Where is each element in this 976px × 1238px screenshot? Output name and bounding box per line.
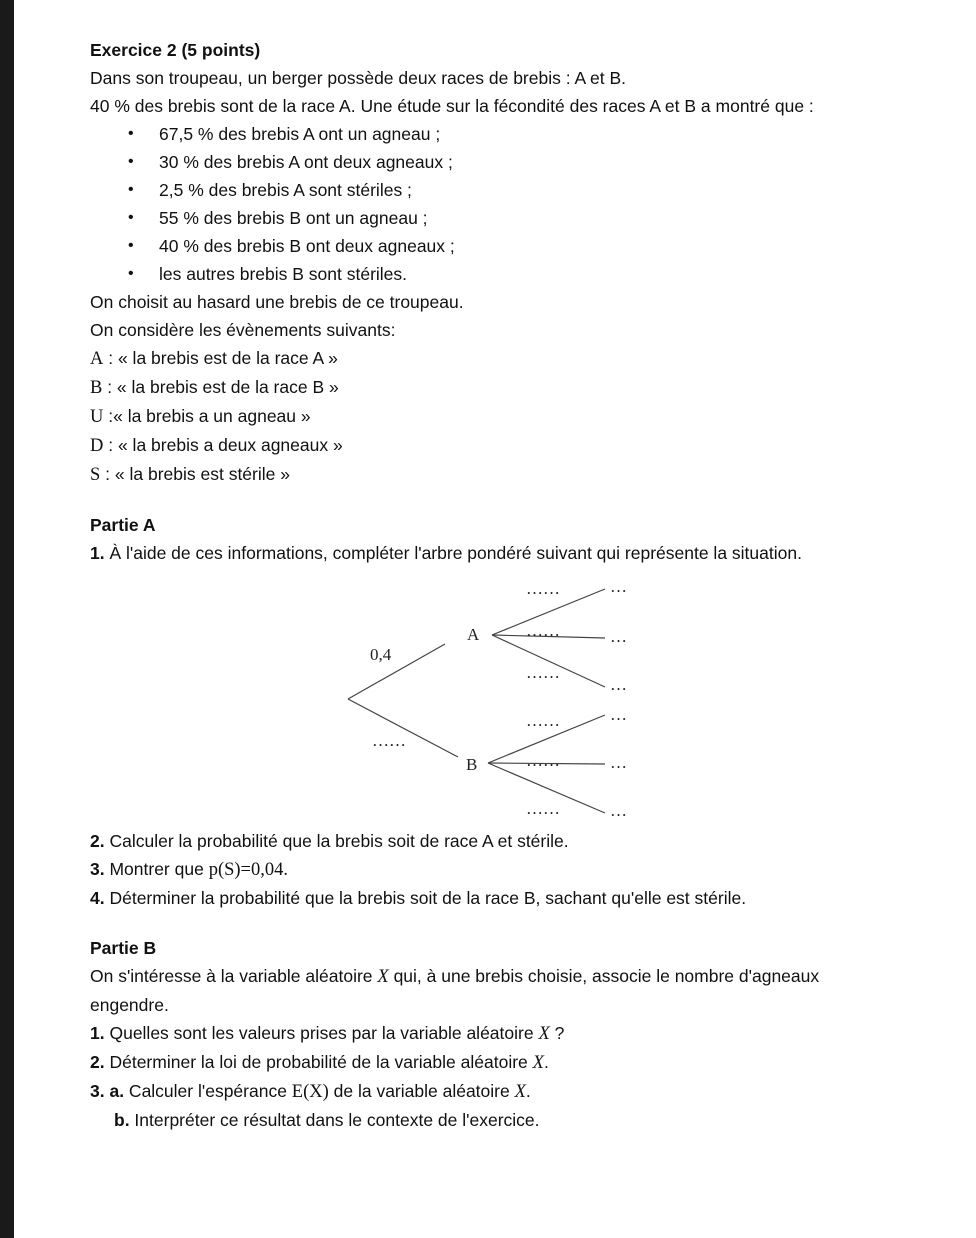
event-A — [90, 344, 976, 373]
question-text: Interpréter ce résultat dans le contexte de l'exercice. — [129, 1110, 540, 1130]
part-a-heading: Partie A — [90, 515, 156, 535]
part-a-q3 — [90, 855, 976, 884]
question-number: 3. — [90, 859, 105, 879]
event-key: A — [90, 349, 104, 369]
list-item: • les autres brebis B sont stériles. — [128, 260, 976, 288]
event-text: : « la brebis est de la race B » — [102, 377, 339, 397]
list-item: • 2,5 % des brebis A sont stériles ; — [128, 176, 976, 204]
part-b-q3a — [90, 1077, 976, 1106]
event-S — [90, 460, 976, 489]
weight-B-1: …… — [526, 711, 560, 730]
question-number: 2. — [90, 831, 105, 851]
list-item: • 67,5 % des brebis A ont un agneau ; — [128, 120, 976, 148]
event-key: S — [90, 465, 101, 485]
variable-x: X — [532, 1053, 544, 1073]
question-text: Quelles sont les valeurs prises par la variable aléatoire — [104, 1023, 539, 1043]
question-number: 2. — [90, 1052, 105, 1072]
question-text: ? — [549, 1023, 565, 1043]
part-b-q3b — [90, 1106, 976, 1134]
question-text: . — [525, 1081, 531, 1101]
question-number: 1. — [90, 543, 105, 563]
event-text: : « la brebis est stérile » — [100, 464, 290, 484]
node-B: B — [466, 755, 478, 774]
event-text: : « la brebis a deux agneaux » — [103, 435, 343, 455]
leaf-B-3: … — [610, 801, 627, 820]
variable-x: X — [514, 1082, 526, 1102]
leaf-B-2: … — [610, 753, 627, 772]
variable-x: X — [538, 1024, 550, 1044]
question-number: b. — [114, 1110, 130, 1130]
math-expression: E(X) — [291, 1082, 329, 1102]
weight-A-1: …… — [526, 579, 560, 598]
leaf-A-3: … — [610, 675, 627, 694]
question-text: Déterminer la loi de probabilité de la variable aléatoire — [104, 1052, 533, 1072]
weight-B-2: …… — [526, 751, 560, 770]
question-text: Calculer l'espérance — [124, 1081, 292, 1101]
list-item: • 30 % des brebis A ont deux agneaux ; — [128, 148, 976, 176]
question-text: . — [543, 1052, 549, 1072]
weight-A-3: …… — [526, 663, 560, 682]
question-text: Montrer que — [104, 859, 209, 879]
weight-root-A: 0,4 — [370, 645, 392, 664]
part-b-intro-cont: engendre. — [90, 995, 169, 1015]
spacer — [90, 912, 976, 934]
question-number: 3. a. — [90, 1081, 125, 1101]
part-a-q1 — [90, 539, 976, 567]
event-D — [90, 431, 976, 460]
branch-root-A — [348, 644, 445, 699]
event-key: U — [90, 407, 104, 427]
leaf-A-2: … — [610, 627, 627, 646]
fertility-list — [90, 120, 976, 288]
list-item: • 40 % des brebis B ont deux agneaux ; — [128, 232, 976, 260]
part-b-q1 — [90, 1019, 976, 1048]
part-a-q2 — [90, 827, 976, 855]
intro-line-2: 40 % des brebis sont de la race A. Une étude sur la fécondité des races A et B a montré que : — [90, 96, 814, 116]
math-expression: p(S)=0,04. — [208, 860, 288, 880]
exercise-title: Exercice 2 (5 points) — [90, 40, 261, 60]
leaf-A-1: … — [610, 577, 627, 596]
event-key: D — [90, 436, 104, 456]
exercise-document — [90, 36, 976, 1134]
part-b-intro — [90, 962, 976, 991]
consider-sentence: On considère les évènements suivants: — [90, 320, 396, 340]
spacer — [90, 489, 976, 511]
weight-A-2: …… — [526, 621, 560, 640]
question-text: À l'aide de ces informations, compléter l'arbre pondéré suivant qui représente la situation. — [104, 543, 802, 563]
intro-text: On s'intéresse à la variable aléatoire — [90, 966, 378, 986]
part-b-q2 — [90, 1048, 976, 1077]
variable-x: X — [377, 967, 389, 987]
event-key: B — [90, 378, 103, 398]
left-dark-border — [0, 0, 14, 1238]
question-text: Déterminer la probabilité que la brebis soit de la race B, sachant qu'elle est stérile. — [104, 888, 747, 908]
event-text: : « la brebis est de la race A » — [103, 348, 338, 368]
question-text: de la variable aléatoire — [328, 1081, 515, 1101]
node-A: A — [467, 625, 480, 644]
event-U — [90, 402, 976, 431]
leaf-B-1: … — [610, 705, 627, 724]
weight-root-B: …… — [372, 731, 406, 750]
question-text: Calculer la probabilité que la brebis soit de race A et stérile. — [104, 831, 569, 851]
probability-tree — [330, 567, 670, 827]
intro-text: qui, à une brebis choisie, associe le nombre d'agneaux — [388, 966, 820, 986]
part-b-heading: Partie B — [90, 938, 157, 958]
weight-B-3: …… — [526, 799, 560, 818]
event-text: :« la brebis a un agneau » — [103, 406, 311, 426]
event-B — [90, 373, 976, 402]
question-number: 4. — [90, 888, 105, 908]
list-item: • 55 % des brebis B ont un agneau ; — [128, 204, 976, 232]
part-a-q4 — [90, 884, 976, 912]
intro-line-1: Dans son troupeau, un berger possède deux races de brebis : A et B. — [90, 68, 627, 88]
question-number: 1. — [90, 1023, 105, 1043]
choose-sentence: On choisit au hasard une brebis de ce troupeau. — [90, 292, 464, 312]
